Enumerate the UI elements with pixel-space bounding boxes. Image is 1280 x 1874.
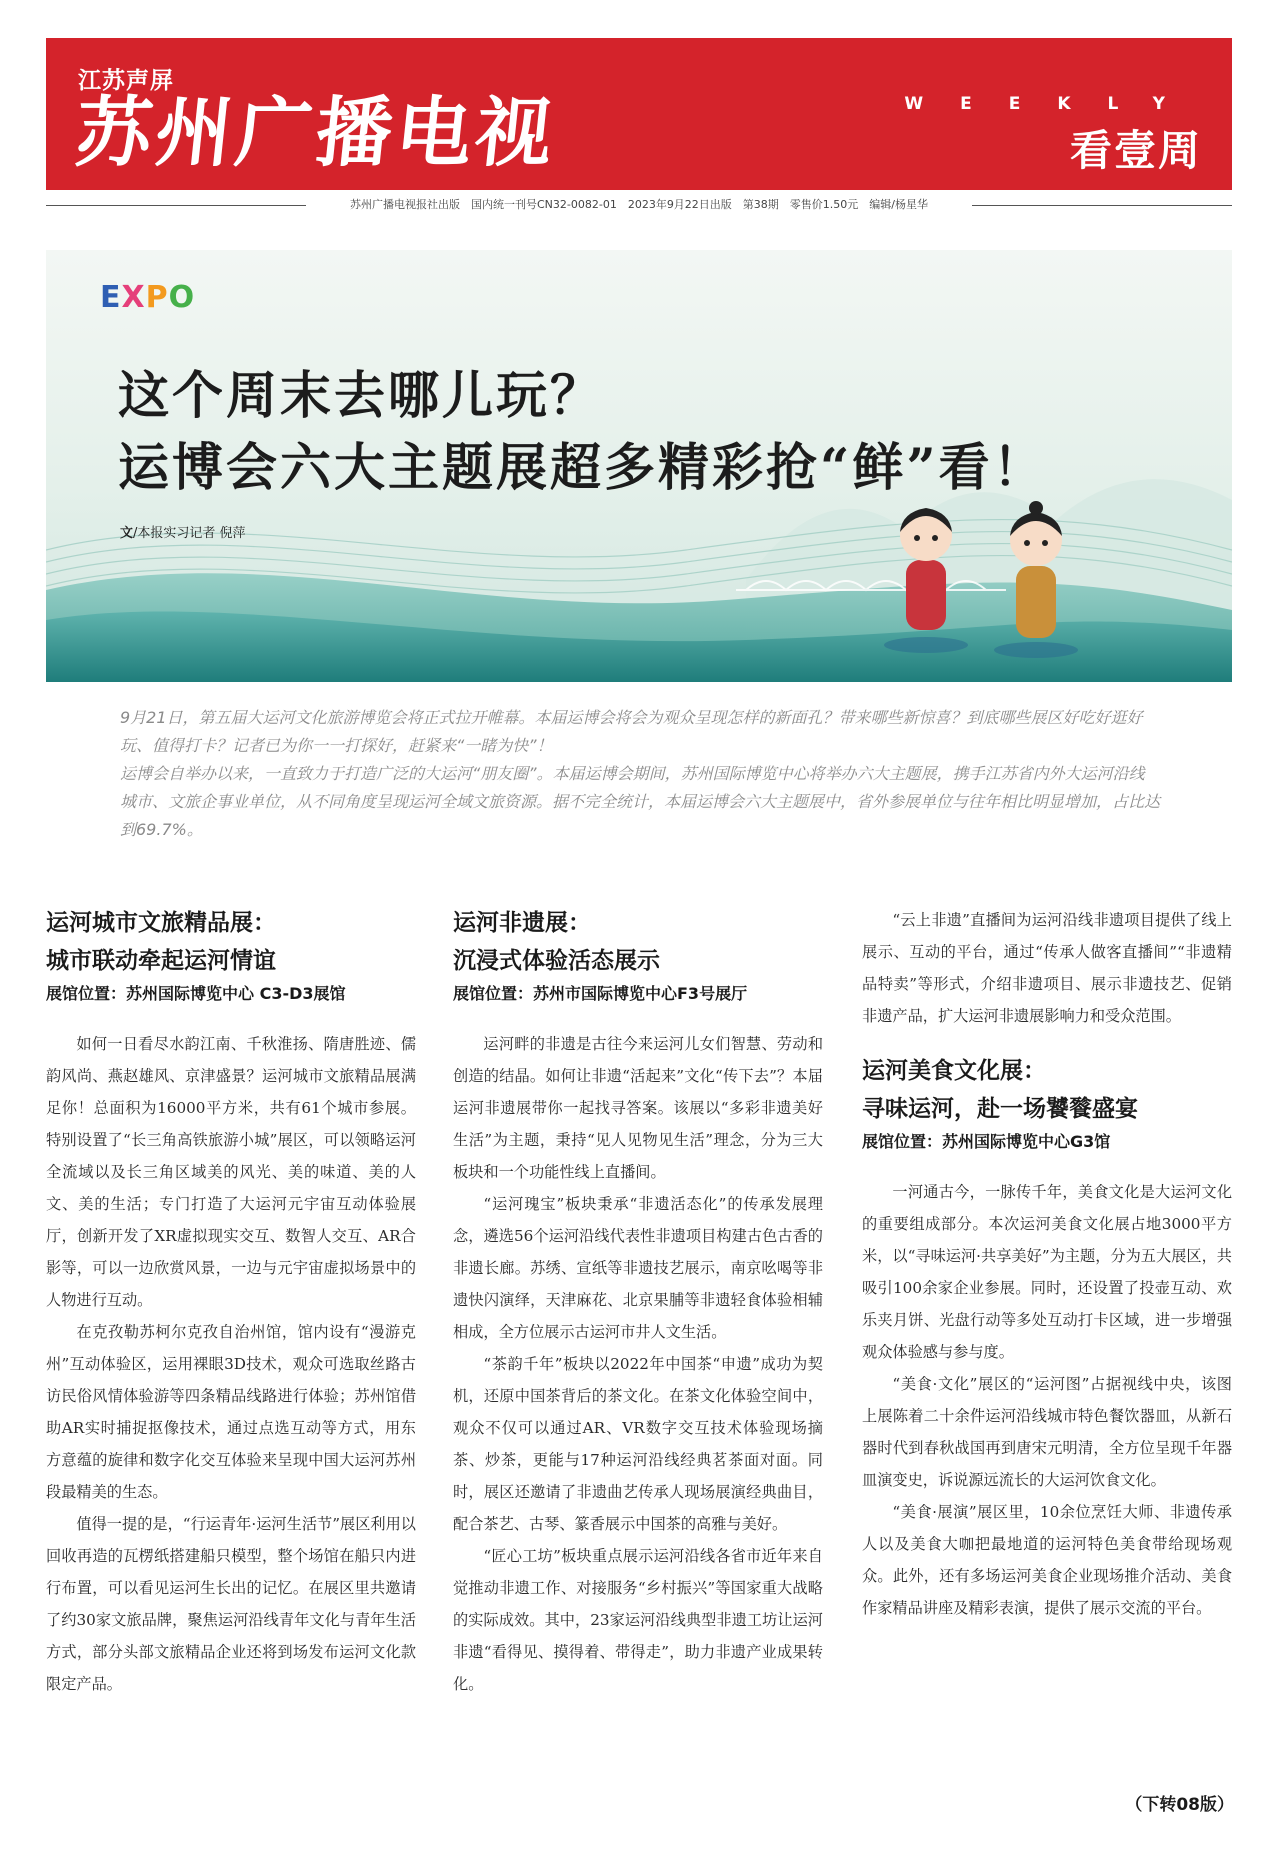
- expo-logo-letter: O: [168, 280, 196, 315]
- body-paragraph: “美食·展演”展区里，10余位烹饪大师、非遗传承人以及美食大咖把最地道的运河特色美食带给现场观众。此外，还有多场运河美食企业现场推介活动、美食作家精品讲座及精彩表演，提供了展示交流的平台。: [862, 1503, 1232, 1617]
- byline-label: 文: [120, 526, 134, 541]
- issue-info: 苏州广播电视报社出版 国内统一刊号CN32-0082-01 2023年9月22日出版 第38期 零售价1.50元 编辑/杨星华: [342, 198, 936, 211]
- venue-location: 展馆位置：苏州市国际博览中心F3号展厅: [453, 984, 748, 1003]
- section-title-line-1: 运河非遗展：: [453, 910, 591, 936]
- body-paragraph: 一河通古今，一脉传千年，美食文化是大运河文化的重要组成部分。本次运河美食文化展占地3000平方米，以“寻味运河·共享美好”为主题，分为五大展区，共吸引100余家企业参展。同时，还设置了投壶互动、欢乐夹月饼、光盘行动等多处互动打卡区域，进一步增强观众体验感与参与度。: [862, 1183, 1232, 1361]
- byline-author: /本报实习记者 倪萍: [133, 526, 246, 541]
- expo-logo: [100, 280, 195, 315]
- expo-logo-letter: E: [100, 280, 122, 315]
- body-paragraph: 值得一提的是，“行运青年·运河生活节”展区利用以回收再造的瓦楞纸搭建船只模型，整个场馆在船只内进行布置，可以看见运河生长出的记忆。在展区里共邀请了约30家文旅品牌，聚焦运河沿线青年文化与青年生活方式，部分头部文旅精品企业还将到场发布运河文化款限定产品。: [46, 1515, 416, 1693]
- section-title-line-1: 运河城市文旅精品展：: [46, 910, 276, 936]
- venue-location: 展馆位置：苏州国际博览中心 C3-D3展馆: [46, 984, 346, 1003]
- section-city-culture-tourism: [46, 904, 416, 1700]
- intro-paragraph: 9月21日，第五届大运河文化旅游博览会将正式拉开帷幕。本届运博会将会为观众呈现怎样的新面孔？带来哪些新惊喜？到底哪些展区好吃好逛好玩、值得打卡？记者已为你一一打探好，赶紧来“一睹为快”！: [120, 708, 1143, 755]
- masthead-subtitle: 江苏声屏: [78, 68, 174, 94]
- body-paragraph: “匠心工坊”板块重点展示运河沿线各省市近年来自觉推动非遗工作、对接服务“乡村振兴”等国家重大战略的实际成效。其中，23家运河沿线典型非遗工坊让运河非遗“看得见、摸得着、带得走”，助力非遗产业成果转化。: [453, 1547, 823, 1693]
- headline-line-1: 这个周末去哪儿玩？: [118, 366, 605, 426]
- section-title: [453, 904, 823, 980]
- newspaper-title: 苏州广播电视: [71, 88, 561, 177]
- weekly-label: WEEKLY: [904, 94, 1202, 114]
- section-body: [453, 1028, 823, 1700]
- section-title: [862, 1052, 1232, 1128]
- expo-logo-letter: X: [121, 280, 146, 315]
- section-title: [46, 904, 416, 980]
- expo-logo-letter: P: [145, 280, 169, 315]
- body-paragraph: “茶韵千年”板块以2022年中国茶“申遗”成功为契机，还原中国茶背后的茶文化。在茶文化体验空间中，观众不仅可以通过AR、VR数字交互技术体验现场摘茶、炒茶，更能与17种运河沿线经典茗茶面对面。同时，展区还邀请了非遗曲艺传承人现场展演经典曲目，配合茶艺、古琴、篆香展示中国茶的高雅与美好。: [453, 1355, 823, 1533]
- masthead: [46, 38, 1232, 190]
- headline-banner: [46, 250, 1232, 682]
- section-body: [46, 1028, 416, 1700]
- body-paragraph: 运河畔的非遗是古往今来运河儿女们智慧、劳动和创造的结晶。如何让非遗“活起来”文化“传下去”？本届运河非遗展带你一起找寻答案。该展以“多彩非遗美好生活”为主题，秉持“见人见物见生活”理念，分为三大板块和一个功能性线上直播间。: [453, 1035, 823, 1181]
- section-body: [862, 1176, 1232, 1624]
- section-title-line-2: 沉浸式体验活态展示: [453, 948, 660, 974]
- byline: [120, 522, 246, 541]
- venue-location: 展馆位置：苏州国际博览中心G3馆: [862, 1132, 1111, 1151]
- body-paragraph: “美食·文化”展区的“运河图”占据视线中央，该图上展陈着二十余件运河沿线城市特色餐饮器皿，从新石器时代到春秋战国再到唐宋元明清，全方位呈现千年器皿演变史，诉说源远流长的大运河饮食文化。: [862, 1375, 1232, 1489]
- body-paragraph: “云上非遗”直播间为运河沿线非遗项目提供了线上展示、互动的平台，通过“传承人做客直播间”“非遗精品特卖”等形式，介绍非遗项目、展示非遗技艺、促销非遗产品，扩大运河非遗展影响力和受众范围。: [862, 911, 1232, 1025]
- section-title-line-1: 运河美食文化展：: [862, 1058, 1046, 1084]
- intro-lead: [120, 704, 1160, 844]
- headline-line-2: 运博会六大主题展超多精彩抢“鲜”看！: [118, 438, 1047, 498]
- continued-on-page-note: （下转08版）: [1125, 1795, 1234, 1815]
- section-title-line-2: 城市联动牵起运河情谊: [46, 948, 276, 974]
- weekly-cn-label: 看壹周: [1069, 126, 1202, 175]
- intro-paragraph: 运博会自举办以来，一直致力于打造广泛的大运河“朋友圈”。本届运博会期间，苏州国际博览中心将举办六大主题展，携手江苏省内外大运河沿线城市、文旅企事业单位，从不同角度呈现运河全域文旅资源。据不完全统计，本届运博会六大主题展中，省外参展单位与往年相比明显增加，占比达到69.7%。: [120, 764, 1161, 839]
- section-food-culture: [862, 904, 1232, 1624]
- continued-body: [862, 904, 1232, 1032]
- body-paragraph: 在克孜勒苏柯尔克孜自治州馆，馆内设有“漫游克州”互动体验区，运用裸眼3D技术，观众可选取丝路古访民俗风情体验游等四条精品线路进行体验；苏州馆借助AR实时捕捉抠像技术，通过点选互动等方式，用东方意蕴的旋律和数字化交互体验来呈现中国大运河苏州段最精美的生态。: [46, 1323, 416, 1501]
- section-intangible-heritage: [453, 904, 823, 1700]
- issue-info-bar: [46, 194, 1232, 216]
- headline: [118, 360, 1047, 504]
- section-title-line-2: 寻味运河，赴一场饕餮盛宴: [862, 1096, 1138, 1122]
- body-paragraph: “运河瑰宝”板块秉承“非遗活态化”的传承发展理念，遴选56个运河沿线代表性非遗项目构建古色古香的非遗长廊。苏绣、宣纸等非遗技艺展示，南京吆喝等非遗快闪演绎，天津麻花、北京果脯等非遗轻食体验相辅相成，全方位展示古运河市井人文生活。: [453, 1195, 823, 1341]
- body-paragraph: 如何一日看尽水韵江南、千秋淮扬、隋唐胜迹、儒韵风尚、燕赵雄风、京津盛景？运河城市文旅精品展满足你！总面积为16000平方米，共有61个城市参展。特别设置了“长三角高铁旅游小城”展区，可以领略运河全流域以及长三角区域美的风光、美的味道、美的人文、美的生活；专门打造了大运河元宇宙互动体验展厅，创新开发了XR虚拟现实交互、数智人交互、AR合影等，可以一边欣赏风景，一边与元宇宙虚拟场景中的人物进行互动。: [46, 1035, 416, 1309]
